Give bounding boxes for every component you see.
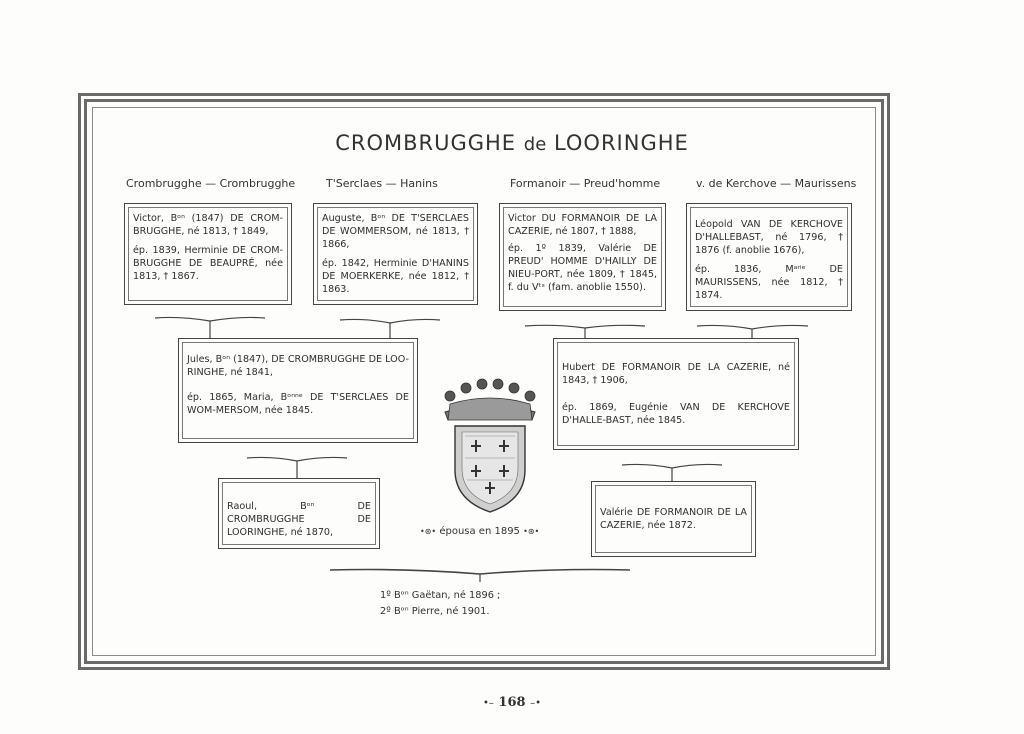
box-text-main: Hubert DE FORMANOIR DE LA CAZERIE, né 1843, † 1906, [562, 362, 790, 386]
brace-1 [155, 317, 265, 321]
marriage-note [420, 526, 539, 537]
column-heading-2: T'Serclaes — Hanins [326, 177, 438, 190]
box-text-main: Valérie DE FORMANOIR DE LA CAZERIE, née 1872. [600, 507, 747, 531]
parents-box-formanoir [553, 338, 799, 450]
ornament-icon: •– [482, 698, 494, 709]
brace-7 [330, 570, 630, 575]
ornament-icon: •⊛• [420, 527, 437, 536]
box-text-marriage: ép. 1839, Herminie DE CROM-BRUGGHE DE BEAUPRÉ, née 1813, † 1867. [133, 245, 283, 282]
brace-2 [340, 319, 440, 323]
brace-4 [697, 325, 808, 329]
box-text-main: Jules, Bᵒⁿ (1847), DE CROMBRUGGHE DE LOO-RINGHE, né 1841, [187, 354, 409, 378]
column-heading-1: Crombrugghe — Crombrugghe [126, 177, 296, 190]
child-1: 1º Bᵒⁿ Gaëtan, né 1896 ; [380, 590, 501, 601]
brace-6 [622, 464, 722, 468]
box-text-main: Auguste, Bᵒⁿ DE T'SERCLAES DE WOMMERSOM, né 1813, † 1866, [322, 213, 469, 250]
title-connector: de [523, 134, 547, 155]
coat-of-arms-icon [445, 379, 535, 512]
box-text-marriage: ép. 1842, Herminie D'HANINS DE MOERKERKE, née 1812, † 1863. [322, 258, 469, 295]
child-2: 2º Bᵒⁿ Pierre, né 1901. [380, 606, 490, 617]
title-part-2: LOORINGHE [553, 131, 689, 155]
brace-5 [247, 457, 347, 461]
box-text-main: Léopold VAN DE KERCHOVE D'HALLEBAST, né 1796, † 1876 (f. anoblie 1676), [695, 219, 843, 256]
box-text-main: Raoul, Bᵒⁿ DE CROMBRUGGHE DE LOORINGHE, né 1870, [227, 501, 371, 538]
box-text-marriage: ép. 1836, Mᵃʳⁱᵉ DE MAURISSENS, née 1812, † 1874. [695, 264, 843, 301]
couple-box-raoul [218, 478, 380, 549]
page-number [0, 695, 1024, 710]
column-heading-4: v. de Kerchove — Maurissens [696, 177, 857, 190]
children-list [380, 588, 500, 620]
parents-box-crombrugghe [178, 338, 418, 443]
box-text-marriage: ép. 1869, Eugénie VAN DE KERCHOVE D'HALLE-BAST, née 1845. [562, 402, 790, 426]
marriage-text: épousa en 1895 [439, 526, 520, 537]
box-text-marriage: ép. 1865, Maria, Bᵒⁿⁿᵉ DE T'SERCLAES DE WOM-MERSOM, née 1845. [187, 392, 409, 416]
box-text-main: Victor DU FORMANOIR DE LA CAZERIE, né 1807, † 1888, [508, 213, 657, 237]
couple-box-valerie [591, 481, 756, 557]
ornament-icon: •⊛• [523, 527, 540, 536]
ornament-icon: –• [530, 698, 541, 709]
brace-3 [525, 325, 645, 328]
column-heading-3: Formanoir — Preud'homme [510, 177, 661, 190]
title-part-1: CROMBRUGGHE [335, 131, 517, 155]
page-number-value: 168 [498, 695, 526, 710]
box-text-main: Victor, Bᵒⁿ (1847) DE CROM-BRUGGHE, né 1813, † 1849, [133, 213, 283, 237]
box-text-marriage: ép. 1º 1839, Valérie DE PREUD' HOMME D'HAILLY DE NIEU-PORT, née 1809, † 1845, f. du Vᵗˢ (fam. anoblie 1550). [508, 243, 657, 293]
